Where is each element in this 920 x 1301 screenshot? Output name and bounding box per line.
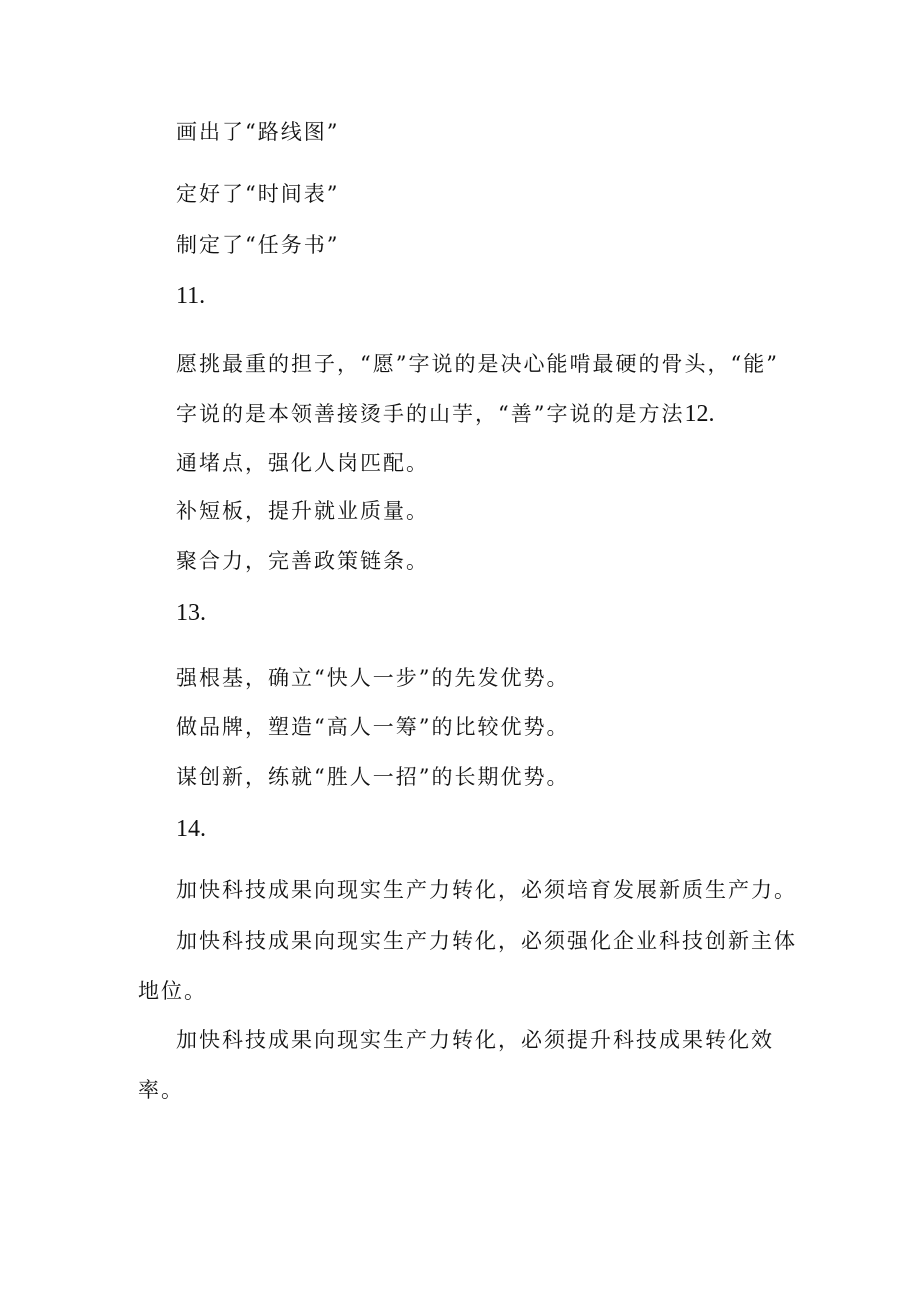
section12-line3: 聚合力，完善政策链条。 <box>176 549 429 573</box>
section14-line2a: 加快科技成果向现实生产力转化，必须强化企业科技创新主体 <box>176 929 797 953</box>
section14-line1: 加快科技成果向现实生产力转化，必须培育发展新质生产力。 <box>176 878 797 902</box>
section14-line3a: 加快科技成果向现实生产力转化，必须提升科技成果转化效 <box>176 1028 774 1052</box>
section-number-12: 12. <box>684 401 715 427</box>
section13-line1: 强根基，确立“快人一步”的先发优势。 <box>176 666 570 690</box>
block1-line3: 制定了“任务书” <box>176 233 340 257</box>
block1-line2: 定好了“时间表” <box>176 182 340 206</box>
section13-line2: 做品牌，塑造“高人一筹”的比较优势。 <box>176 715 570 739</box>
section12-line1: 通堵点，强化人岗匹配。 <box>176 451 429 475</box>
section11-line2-text: 字说的是本领善接烫手的山芋，“善”字说的是方法 <box>176 402 685 426</box>
block1-line1: 画出了“路线图” <box>176 120 340 144</box>
section11-line1: 愿挑最重的担子，“愿”字说的是决心能啃最硬的骨头，“能” <box>176 352 779 376</box>
section-number-13: 13. <box>176 600 206 626</box>
section14-line3b: 率。 <box>138 1078 184 1102</box>
section-number-14: 14. <box>176 816 206 842</box>
section14-line2b: 地位。 <box>138 979 207 1003</box>
section13-line3: 谋创新，练就“胜人一招”的长期优势。 <box>176 765 570 789</box>
section12-line2: 补短板，提升就业质量。 <box>176 499 429 523</box>
section-number-11: 11. <box>176 283 206 309</box>
section11-line2 <box>176 400 714 428</box>
